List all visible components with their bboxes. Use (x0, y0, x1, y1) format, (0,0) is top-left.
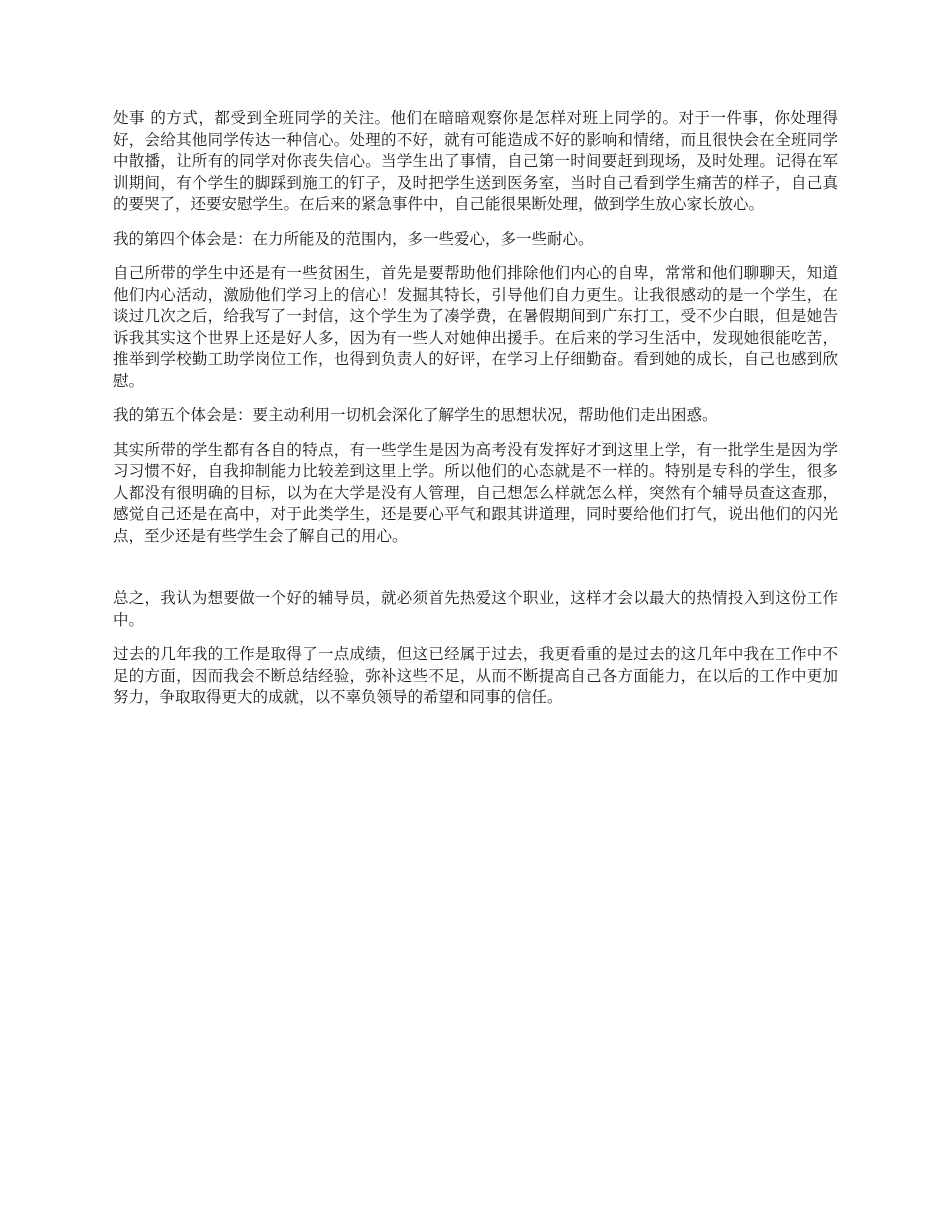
paragraph-student-traits: 其实所带的学生都有各自的特点，有一些学生是因为高考没有发挥好才到这里上学，有一批学生是因为学习习惯不好，自我抑制能力比较差到这里上学。所以他们的心态就是不一样的。特别是专科的学生，很多人都没有很明确的目标，以为在大学是没有人管理，自己想怎么样就怎么样，突然有个辅导员查这查那，感觉自己还是在高中，对于此类学生，还是要心平气和跟其讲道理，同时要给他们打气，说出他们的闪光点，至少还是有些学生会了解自己的用心。 (113, 440, 838, 545)
document-body (113, 108, 838, 722)
paragraph-fifth-insight: 我的第五个体会是：要主动利用一切机会深化了解学生的思想状况，帮助他们走出困惑。 (113, 406, 718, 424)
paragraph-future-outlook: 过去的几年我的工作是取得了一点成绩，但这已经属于过去，我更看重的是过去的这几年中我在工作中不足的方面，因而我会不断总结经验，弥补这些不足，从而不断提高自己各方面能力，在以后的工作中更加努力，争取取得更大的成就，以不辜负领导的希望和同事的信任。 (113, 645, 838, 706)
paragraph-poor-students: 自己所带的学生中还是有一些贫困生，首先是要帮助他们排除他们内心的自卑，常常和他们聊聊天，知道他们内心活动，激励他们学习上的信心！发掘其特长，引导他们自力更生。让我很感动的是一个学生，在谈过几次之后，给我写了一封信，这个学生为了凑学费，在暑假期间到广东打工，受不少白眼，但是她告诉我其实这个世界上还是好人多，因为有一些人对她伸出援手。在后来的学习生活中，发现她很能吃苦，推举到学校勤工助学岗位工作，也得到负责人的好评，在学习上仔细勤奋。看到她的成长，自己也感到欣慰。 (113, 264, 838, 390)
paragraph-handling-incidents: 处事 的方式，都受到全班同学的关注。他们在暗暗观察你是怎样对班上同学的。对于一件事，你处理得好，会给其他同学传达一种信心。处理的不好，就有可能造成不好的影响和情绪，而且很快会在全班同学中散播，让所有的同学对你丧失信心。当学生出了事情，自己第一时间要赶到现场，及时处理。记得在军训期间，有个学生的脚踩到施工的钉子，及时把学生送到医务室，当时自己看到学生痛苦的样子，自己真的要哭了，还要安慰学生。在后来的紧急事件中，自己能很果断处理，做到学生放心家长放心。 (113, 109, 838, 213)
paragraph-fourth-insight: 我的第四个体会是：在力所能及的范围内，多一些爱心，多一些耐心。 (113, 229, 594, 248)
paragraph-conclusion: 总之，我认为想要做一个好的辅导员，就必须首先热爱这个职业，这样才会以最大的热情投入到这份工作中。 (113, 589, 838, 629)
